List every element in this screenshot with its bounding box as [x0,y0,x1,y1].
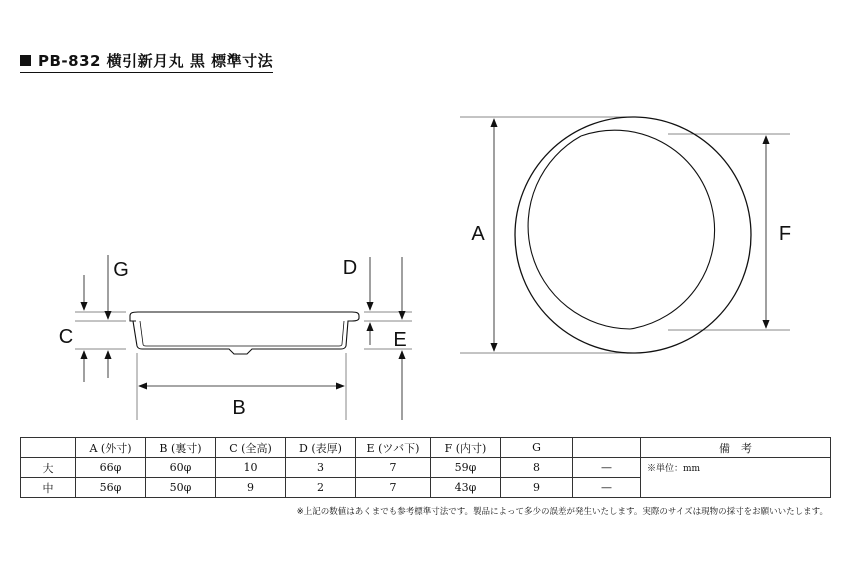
label-C: C [58,326,74,348]
cell-d: 2 [286,478,356,498]
outer-circle [515,117,751,353]
table-row [21,458,831,478]
cell-a: 66φ [76,458,146,478]
cell-f: 43φ [431,478,501,498]
header-cell [573,438,641,458]
front-view [460,117,790,353]
header-cell [21,438,76,458]
inner-circle-arc [528,136,630,329]
cell-c: 10 [216,458,286,478]
cell-c: 9 [216,478,286,498]
header-cell-notes: 備 考 [641,438,831,458]
header-cell: F (内寸) [431,438,501,458]
cell-b: 50φ [146,478,216,498]
crescent-inner-arc [581,130,715,329]
footnote: ※上記の数値はあくまでも参考標準寸法です。製品によって多少の誤差が発生いたします。実際のサイズは現物の採寸をお願いいたします。 [296,507,828,517]
header-cell: D (表厚) [286,438,356,458]
side-profile-inner [140,321,344,346]
header-cell: A (外寸) [76,438,146,458]
cell-extra: — [573,478,641,498]
label-E: E [393,329,407,351]
header-cell: B (裏寸) [146,438,216,458]
header-cell: E (ツバ下) [356,438,431,458]
cell-g: 8 [501,458,573,478]
cell-d: 3 [286,458,356,478]
header-cell: G [501,438,573,458]
cell-b: 60φ [146,458,216,478]
cell-a: 56φ [76,478,146,498]
side-profile-outer [130,312,359,354]
cell-extra: — [573,458,641,478]
label-D: D [342,257,358,279]
cell-f: 59φ [431,458,501,478]
table-header-row [21,438,831,458]
cell-e: 7 [356,458,431,478]
spec-table [20,437,831,498]
cell-g: 9 [501,478,573,498]
note-cell: ※単位：mm [641,458,831,498]
label-A: A [471,223,485,245]
title-text: PB-832 横引新月丸 黒 標準寸法 [38,52,274,70]
label-F: F [778,223,792,245]
header-cell: C (全高) [216,438,286,458]
label-G: G [113,259,129,281]
label-B: B [232,397,246,419]
cell-e: 7 [356,478,431,498]
size-cell: 中 [21,478,76,498]
size-cell: 大 [21,458,76,478]
